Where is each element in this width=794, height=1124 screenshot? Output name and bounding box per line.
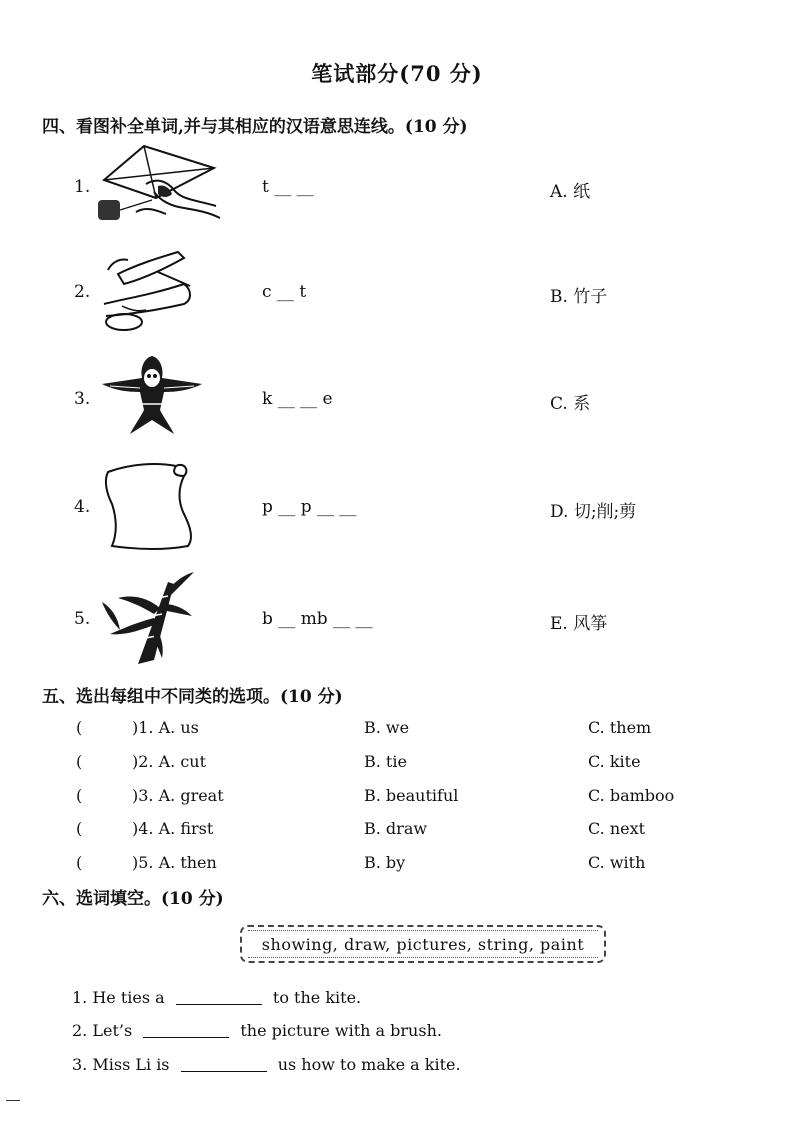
answer-paren[interactable]: ( (76, 718, 83, 737)
choice-b: B. beautiful (364, 786, 459, 805)
choice-c: C. kite (588, 752, 641, 771)
section-4-heading: 四、看图补全单词,并与其相应的汉语意思连线。(10 分) (42, 117, 468, 137)
bamboo-icon (98, 568, 196, 668)
sentence-3-start: 3. Miss Li is (72, 1055, 170, 1074)
answer-paren[interactable]: ( (76, 786, 83, 805)
paper-scroll-icon (100, 458, 194, 552)
choice-c: C. them (588, 718, 652, 737)
choice-b: B. draw (364, 819, 428, 838)
sentence-1-end: to the kite. (272, 988, 362, 1007)
choice-c: C. next (588, 819, 646, 838)
section-5-heading: 五、选出每组中不同类的选项。(10 分) (42, 687, 343, 707)
page-edge-mark (6, 1100, 20, 1101)
choice-a: )4. A. first (132, 819, 214, 838)
answer-paren[interactable]: ( (76, 752, 83, 771)
answer-paren[interactable]: ( (76, 819, 83, 838)
item-3-number: 3. (74, 389, 91, 409)
item-4-number: 4. (74, 497, 91, 517)
fill-sentence-3 (72, 1055, 461, 1074)
fill-sentence-1 (72, 988, 361, 1007)
sentence-2-start: 2. Let’s (72, 1021, 133, 1040)
item-1-number: 1. (74, 177, 91, 197)
item-5-pattern: b __ mb __ __ (262, 609, 373, 629)
word-bank-text: showing, draw, pictures, string, paint (261, 934, 585, 954)
choice-b: B. we (364, 718, 410, 737)
blank-2[interactable] (143, 1037, 229, 1038)
option-c: C. 系 (550, 394, 591, 414)
option-b: B. 竹子 (550, 287, 608, 307)
sentence-3-end: us how to make a kite. (277, 1055, 461, 1074)
sentence-2-end: the picture with a brush. (240, 1021, 442, 1040)
option-d: D. 切;削;剪 (550, 502, 637, 522)
choice-a: )1. A. us (132, 718, 199, 737)
item-4-pattern: p __ p __ __ (262, 497, 357, 517)
choice-c: C. with (588, 853, 646, 872)
blank-1[interactable] (176, 1004, 262, 1005)
sentence-1-start: 1. He ties a (72, 988, 165, 1007)
choice-a: )5. A. then (132, 853, 217, 872)
section-6-heading: 六、选词填空。(10 分) (42, 889, 224, 909)
item-5-number: 5. (74, 609, 91, 629)
answer-paren[interactable]: ( (76, 853, 83, 872)
option-e: E. 风筝 (550, 614, 608, 634)
choice-a: )2. A. cut (132, 752, 207, 771)
page-title: 笔试部分(70 分) (311, 61, 483, 86)
word-bank (240, 925, 606, 963)
option-a: A. 纸 (550, 182, 591, 202)
choice-c: C. bamboo (588, 786, 675, 805)
item-2-pattern: c __ t (262, 282, 307, 302)
blank-3[interactable] (181, 1071, 267, 1072)
choice-b: B. by (364, 853, 406, 872)
item-2-number: 2. (74, 282, 91, 302)
item-1-pattern: t __ __ (262, 177, 314, 197)
item-3-pattern: k __ __ e (262, 389, 333, 409)
tying-string-icon (96, 140, 222, 232)
choice-a: )3. A. great (132, 786, 224, 805)
eagle-kite-icon (100, 350, 204, 440)
fill-sentence-2 (72, 1021, 442, 1040)
cutting-knife-icon (98, 244, 198, 336)
choice-b: B. tie (364, 752, 407, 771)
